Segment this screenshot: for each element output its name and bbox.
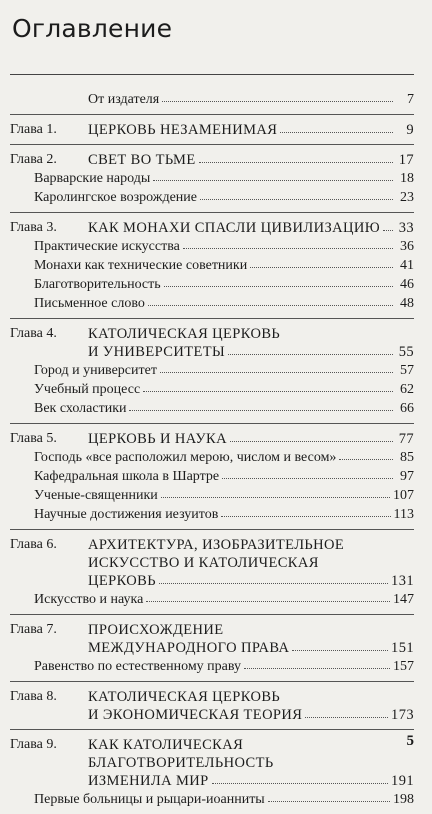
subsection-entry [34, 467, 414, 486]
subsection-title: Равенство по естественному праву [34, 659, 242, 674]
subsection-title: Кафедральная школа в Шартре [34, 469, 220, 484]
dot-leader [146, 589, 390, 602]
chapter-title-text: И ЭКОНОМИЧЕСКАЯ ТЕОРИЯ [88, 707, 303, 723]
subsection-title: Господь «все расположил мерою, числом и весом» [34, 450, 337, 465]
subsection-title: Варварские народы [34, 171, 151, 186]
subsection-page-number: 46 [400, 277, 414, 292]
chapter-title-text: КАК КАТОЛИЧЕСКАЯ [88, 737, 244, 753]
subsection-entry [34, 256, 414, 275]
toc-section [10, 424, 414, 530]
toc-section [10, 730, 414, 814]
chapter-title-block [88, 621, 414, 657]
chapter-label: Глава 7. [10, 622, 57, 637]
chapter-title-block [88, 736, 414, 790]
subsection-page-number: 157 [393, 659, 414, 674]
chapter-title-line [88, 572, 414, 590]
subsection-entry [34, 237, 414, 256]
chapter-title-block [88, 325, 414, 361]
subsection-entry [34, 486, 414, 505]
subsection-title: Практические искусства [34, 239, 180, 254]
subsection-page-number: 198 [393, 792, 414, 807]
subsection-entry [34, 448, 414, 467]
subsection-page-number: 18 [400, 171, 414, 186]
title-divider [10, 74, 414, 75]
subsection-entry [34, 505, 414, 524]
dot-leader [250, 255, 393, 268]
subsection-page-number: 62 [400, 382, 414, 397]
subsection-title: Письменное слово [34, 296, 145, 311]
chapter-page-number: 9 [406, 122, 414, 138]
table-of-contents [10, 84, 414, 814]
subsection-entry [34, 590, 414, 609]
chapter-label: Глава 9. [10, 737, 57, 752]
subsection-title: Искусство и наука [34, 592, 144, 607]
chapter-title-text: АРХИТЕКТУРА, ИЗОБРАЗИТЕЛЬНОЕ [88, 537, 345, 553]
subsection-list [10, 237, 414, 313]
chapter-page-number: 131 [391, 573, 414, 589]
subsection-entry [34, 275, 414, 294]
chapter-title-block [88, 688, 414, 724]
chapter-title-block [88, 430, 414, 448]
chapter-title-line [88, 343, 414, 361]
chapter-page-number: 191 [391, 773, 414, 789]
subsection-title: Ученые-священники [34, 488, 158, 503]
chapter-title-text: ЦЕРКОВЬ [88, 573, 156, 589]
chapter-title-text: КАТОЛИЧЕСКАЯ ЦЕРКОВЬ [88, 326, 281, 342]
chapter-heading [10, 688, 414, 724]
subsection-page-number: 85 [400, 450, 414, 465]
chapter-title-line [88, 121, 414, 139]
subsection-list [10, 590, 414, 609]
toc-section [10, 145, 414, 213]
chapter-label: Глава 4. [10, 326, 57, 341]
subsection-page-number: 97 [400, 469, 414, 484]
dot-leader [230, 429, 393, 442]
dot-leader [244, 656, 390, 669]
dot-leader [305, 705, 388, 718]
chapter-label: Глава 2. [10, 152, 57, 167]
chapter-title-block [88, 219, 414, 237]
chapter-page-number: 77 [398, 431, 414, 447]
subsection-entry [34, 361, 414, 380]
subsection-title: Город и университет [34, 363, 157, 378]
chapter-title-text: ИСКУССТВО И КАТОЛИЧЕСКАЯ [88, 555, 319, 571]
subsection-list [10, 448, 414, 524]
chapter-label: Глава 5. [10, 431, 57, 446]
toc-section [10, 213, 414, 319]
chapter-label: Глава 6. [10, 537, 57, 552]
subsection-page-number: 23 [400, 190, 414, 205]
chapter-heading [10, 736, 414, 790]
subsection-title: Первые больницы и рыцари-иоанниты [34, 792, 265, 807]
chapter-heading [10, 621, 414, 657]
chapter-title-block [88, 536, 414, 590]
chapter-heading [10, 536, 414, 590]
chapter-heading [10, 151, 414, 169]
chapter-page-number: 55 [398, 344, 414, 360]
dot-leader [221, 504, 390, 517]
chapter-page-number: 7 [407, 92, 414, 107]
dot-leader [159, 571, 388, 584]
chapter-title-line [88, 554, 414, 572]
dot-leader [153, 168, 393, 181]
dot-leader [383, 218, 393, 231]
subsection-page-number: 48 [400, 296, 414, 311]
chapter-title-line [88, 151, 414, 169]
toc-section [10, 115, 414, 145]
chapter-title-line [88, 706, 414, 724]
chapter-title-text: ЦЕРКОВЬ И НАУКА [88, 431, 227, 447]
dot-leader [164, 274, 393, 287]
subsection-list [10, 790, 414, 809]
subsection-entry [34, 790, 414, 809]
subsection-entry [34, 294, 414, 313]
toc-section [10, 84, 414, 115]
chapter-title-text: СВЕТ ВО ТЬМЕ [88, 152, 196, 168]
chapter-title-text: БЛАГОТВОРИТЕЛЬНОСТЬ [88, 755, 274, 771]
subsection-title: Учебный процесс [34, 382, 141, 397]
page-number: 5 [406, 733, 414, 749]
dot-leader [268, 789, 390, 802]
subsection-list [10, 169, 414, 207]
chapter-title-text: ИЗМЕНИЛА МИР [88, 773, 209, 789]
chapter-title-line [88, 754, 414, 772]
dot-leader [160, 360, 393, 373]
dot-leader [292, 638, 388, 651]
chapter-title-block [88, 90, 414, 109]
subsection-page-number: 147 [393, 592, 414, 607]
subsection-page-number: 107 [393, 488, 414, 503]
subsection-title: Век схоластики [34, 401, 127, 416]
chapter-title-text: От издателя [88, 92, 160, 107]
subsection-page-number: 57 [400, 363, 414, 378]
dot-leader [162, 89, 393, 102]
chapter-heading [10, 430, 414, 448]
chapter-label: Глава 1. [10, 122, 57, 137]
chapter-title-line [88, 639, 414, 657]
chapter-heading [10, 121, 414, 139]
chapter-label: Глава 8. [10, 689, 57, 704]
chapter-title-line [88, 90, 414, 109]
chapter-heading [10, 219, 414, 237]
chapter-title-line [88, 688, 414, 706]
dot-leader [228, 342, 393, 355]
subsection-title: Научные достижения иезуитов [34, 507, 219, 522]
page-title: Оглавление [12, 14, 173, 43]
chapter-title-text: ПРОИСХОЖДЕНИЕ [88, 622, 224, 638]
subsection-title: Благотворительность [34, 277, 161, 292]
chapter-page-number: 17 [398, 152, 414, 168]
dot-leader [200, 187, 393, 200]
chapter-title-text: КАТОЛИЧЕСКАЯ ЦЕРКОВЬ [88, 689, 281, 705]
chapter-title-line [88, 772, 414, 790]
chapter-title-block [88, 151, 414, 169]
subsection-page-number: 36 [400, 239, 414, 254]
dot-leader [339, 447, 393, 460]
subsection-list [10, 361, 414, 418]
dot-leader [143, 379, 393, 392]
toc-section [10, 319, 414, 424]
chapter-page-number: 151 [391, 640, 414, 656]
chapter-label: Глава 3. [10, 220, 57, 235]
subsection-page-number: 66 [400, 401, 414, 416]
toc-section [10, 530, 414, 615]
dot-leader [222, 466, 393, 479]
subsection-entry [34, 188, 414, 207]
dot-leader [129, 398, 393, 411]
chapter-title-block [88, 121, 414, 139]
subsection-entry [34, 657, 414, 676]
subsection-entry [34, 399, 414, 418]
chapter-title-text: ЦЕРКОВЬ НЕЗАМЕНИМАЯ [88, 122, 278, 138]
subsection-title: Каролингское возрождение [34, 190, 197, 205]
chapter-title-line [88, 325, 414, 343]
chapter-title-text: МЕЖДУНАРОДНОГО ПРАВА [88, 640, 290, 656]
chapter-page-number: 33 [398, 220, 414, 236]
toc-section [10, 682, 414, 730]
subsection-entry [34, 169, 414, 188]
subsection-page-number: 113 [393, 507, 414, 522]
chapter-heading [10, 325, 414, 361]
subsection-title: Монахи как технические советники [34, 258, 248, 273]
toc-section [10, 615, 414, 682]
dot-leader [148, 293, 393, 306]
dot-leader [212, 771, 388, 784]
dot-leader [280, 120, 393, 133]
chapter-title-line [88, 430, 414, 448]
subsection-entry [34, 380, 414, 399]
chapter-page-number: 173 [391, 707, 414, 723]
subsection-list [10, 657, 414, 676]
chapter-title-line [88, 621, 414, 639]
chapter-title-line [88, 736, 414, 754]
dot-leader [161, 485, 390, 498]
chapter-title-line [88, 536, 414, 554]
chapter-title-text: И УНИВЕРСИТЕТЫ [88, 344, 226, 360]
subsection-page-number: 41 [400, 258, 414, 273]
chapter-heading [10, 90, 414, 109]
dot-leader [183, 236, 393, 249]
dot-leader [199, 150, 393, 163]
chapter-title-line [88, 219, 414, 237]
chapter-title-text: КАК МОНАХИ СПАСЛИ ЦИВИЛИЗАЦИЮ [88, 220, 381, 236]
